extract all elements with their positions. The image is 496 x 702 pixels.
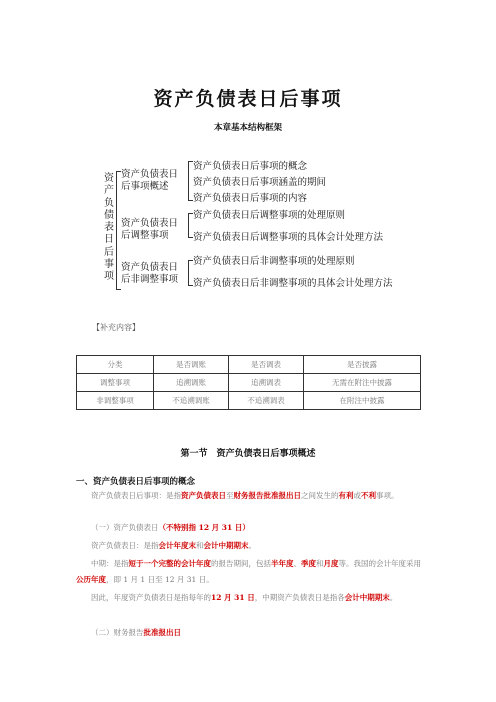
framework-item: 资产负债表日后非调整事项的具体会计处理方法 <box>193 278 393 289</box>
table-cell: 在附注中披露 <box>304 392 421 410</box>
conclusion-paragraph: 因此，年度资产负债表日是指每年的12 月 31 日，中期资产负债表日是指各会计中期期末。 <box>91 593 398 602</box>
definition-paragraph: 资产负债表日后事项：是指资产负债表日至财务报告批准报出日之间发生的有利或不利事项。 <box>91 491 399 500</box>
adjustment-comparison-table <box>76 355 421 410</box>
framework-group-3-label: 资产负债表日 后非调整事项 <box>121 262 179 285</box>
subheading-approval-date: （二）财务报告批准报出日 <box>91 628 181 637</box>
table-header-cell: 分类 <box>77 356 154 374</box>
table-cell: 追溯调账 <box>154 374 229 392</box>
framework-group-1-label: 资产负债表日 后事项概述 <box>121 169 179 192</box>
document-title: 资产负债表日后事项 <box>153 88 343 110</box>
framework-item: 资产负债表日后非调整事项的处理原则 <box>193 256 355 267</box>
table-row <box>77 392 421 410</box>
interim-period-paragraph: 中期：是指短于一个完整的会计年度的报告期间，包括半年度、季度和月度等。我国的会计年度采用公历年度，即 1 月 1 日至 12 月 31 日。 <box>76 559 421 584</box>
subheading-balance-sheet-date: （一）资产负债表日（不特别指 12 月 31 日） <box>91 523 250 532</box>
table-cell: 调整事项 <box>77 374 154 392</box>
framework-item: 资产负债表日后事项的概念 <box>193 161 308 172</box>
framework-root-label: 资产负债表日后事项 <box>104 173 114 283</box>
table-header-cell: 是否调表 <box>229 356 304 374</box>
framework-subtitle: 本章基本结构框架 <box>213 123 282 133</box>
balance-sheet-date-paragraph: 资产负债表日：是指会计年度末和会计中期期末。 <box>91 541 256 550</box>
table-header-cell: 是否披露 <box>304 356 421 374</box>
concept-heading: 一、资产负债表日后事项的概念 <box>76 477 196 487</box>
section-title: 第一节 资产负债表日后事项概述 <box>180 449 316 459</box>
table-cell: 非调整事项 <box>77 392 154 410</box>
table-cell: 无需在附注中披露 <box>304 374 421 392</box>
supplement-label: 【补充内容】 <box>92 323 140 332</box>
framework-item: 资产负债表日后事项涵盖的期间 <box>193 177 327 188</box>
table-row <box>77 374 421 392</box>
table-cell: 不追溯调表 <box>229 392 304 410</box>
table-header-row <box>77 356 421 374</box>
table-header-cell: 是否调账 <box>154 356 229 374</box>
framework-item: 资产负债表日后调整事项的具体会计处理方法 <box>193 232 384 243</box>
table-cell: 不追溯调账 <box>154 392 229 410</box>
framework-item: 资产负债表日后事项的内容 <box>193 193 308 204</box>
framework-item: 资产负债表日后调整事项的处理原则 <box>193 210 346 221</box>
framework-group-2-label: 资产负债表日 后调整事项 <box>121 218 179 241</box>
table-cell: 追溯调表 <box>229 374 304 392</box>
